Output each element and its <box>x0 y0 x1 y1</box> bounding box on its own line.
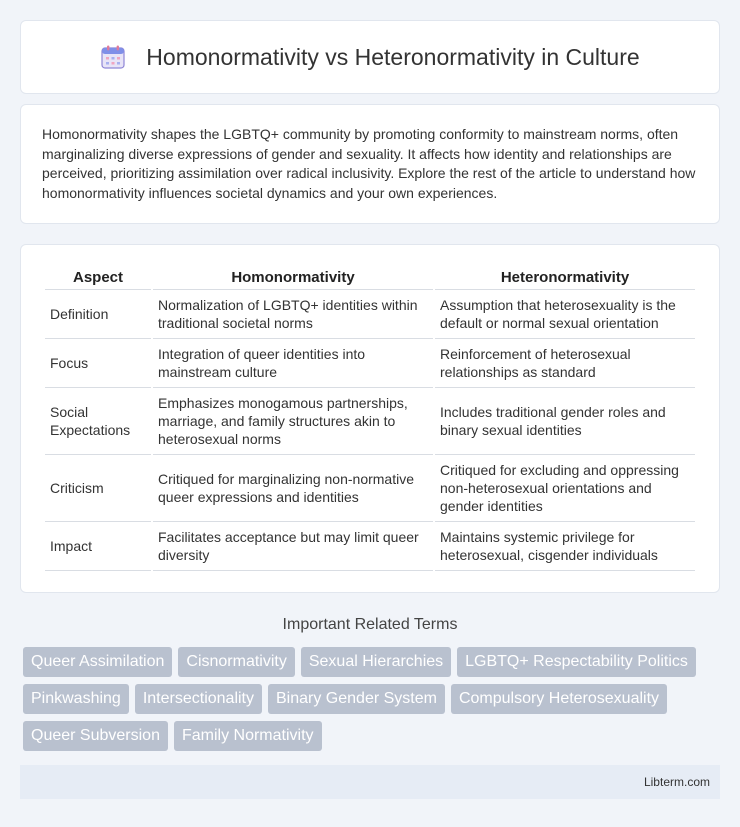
row-aspect: Definition <box>45 290 151 339</box>
row-homonormativity: Normalization of LGBTQ+ identities within traditional societal norms <box>153 290 433 339</box>
related-term-tag[interactable]: Family Normativity <box>174 721 322 751</box>
column-header-aspect: Aspect <box>45 265 151 290</box>
row-aspect: Criticism <box>45 455 151 522</box>
row-heteronormativity: Maintains systemic privilege for heterosexual, cisgender individuals <box>435 522 695 571</box>
title-card <box>20 20 720 94</box>
related-term-tag[interactable]: LGBTQ+ Respectability Politics <box>457 647 696 677</box>
row-heteronormativity: Includes traditional gender roles and binary sexual identities <box>435 388 695 455</box>
table-row <box>45 455 695 522</box>
comparison-table <box>43 265 697 571</box>
row-aspect: Focus <box>45 339 151 388</box>
row-heteronormativity: Reinforcement of heterosexual relationships as standard <box>435 339 695 388</box>
page-title: Homonormativity vs Heteronormativity in Culture <box>146 43 640 70</box>
footer-site-link[interactable]: Libterm.com <box>643 775 710 789</box>
row-heteronormativity: Critiqued for excluding and oppressing non-heterosexual orientations and gender identities <box>435 455 695 522</box>
related-term-tag[interactable]: Intersectionality <box>135 684 262 714</box>
column-header-heteronormativity: Heteronormativity <box>435 265 695 290</box>
page <box>20 20 720 799</box>
footer <box>20 765 720 799</box>
column-header-homonormativity: Homonormativity <box>153 265 433 290</box>
intro-card <box>20 104 720 224</box>
row-homonormativity: Critiqued for marginalizing non-normative queer expressions and identities <box>153 455 433 522</box>
row-homonormativity: Integration of queer identities into mainstream culture <box>153 339 433 388</box>
related-terms-title: Important Related Terms <box>282 616 458 633</box>
related-term-tag[interactable]: Binary Gender System <box>268 684 445 714</box>
related-term-tag[interactable]: Queer Assimilation <box>23 647 172 677</box>
related-term-tag[interactable]: Sexual Hierarchies <box>301 647 451 677</box>
row-aspect: Impact <box>45 522 151 571</box>
row-heteronormativity: Assumption that heterosexuality is the default or normal sexual orientation <box>435 290 695 339</box>
related-terms-section <box>20 611 720 751</box>
row-aspect: Social Expectations <box>45 388 151 455</box>
calendar-icon <box>100 44 126 70</box>
table-header-row <box>45 265 695 290</box>
table-row <box>45 388 695 455</box>
related-term-tag[interactable]: Pinkwashing <box>23 684 129 714</box>
table-row <box>45 290 695 339</box>
related-term-tag[interactable]: Cisnormativity <box>178 647 294 677</box>
related-term-tag[interactable]: Queer Subversion <box>23 721 168 751</box>
table-row <box>45 339 695 388</box>
row-homonormativity: Emphasizes monogamous partnerships, marriage, and family structures akin to heterosexual norms <box>153 388 433 455</box>
row-homonormativity: Facilitates acceptance but may limit queer diversity <box>153 522 433 571</box>
comparison-card <box>20 244 720 593</box>
related-term-tag[interactable]: Compulsory Heterosexuality <box>451 684 667 714</box>
related-terms-tags <box>20 647 720 751</box>
intro-text: Homonormativity shapes the LGBTQ+ community by promoting conformity to mainstream norms, often marginalizing diverse expressions of gender and sexuality. It affects how identity and relationships are perceived, prioritizing assimilation over radical inclusivity. Explore the rest of the article to understand how homonormativity influences societal dynamics and your own experiences. <box>42 126 696 201</box>
table-row <box>45 522 695 571</box>
